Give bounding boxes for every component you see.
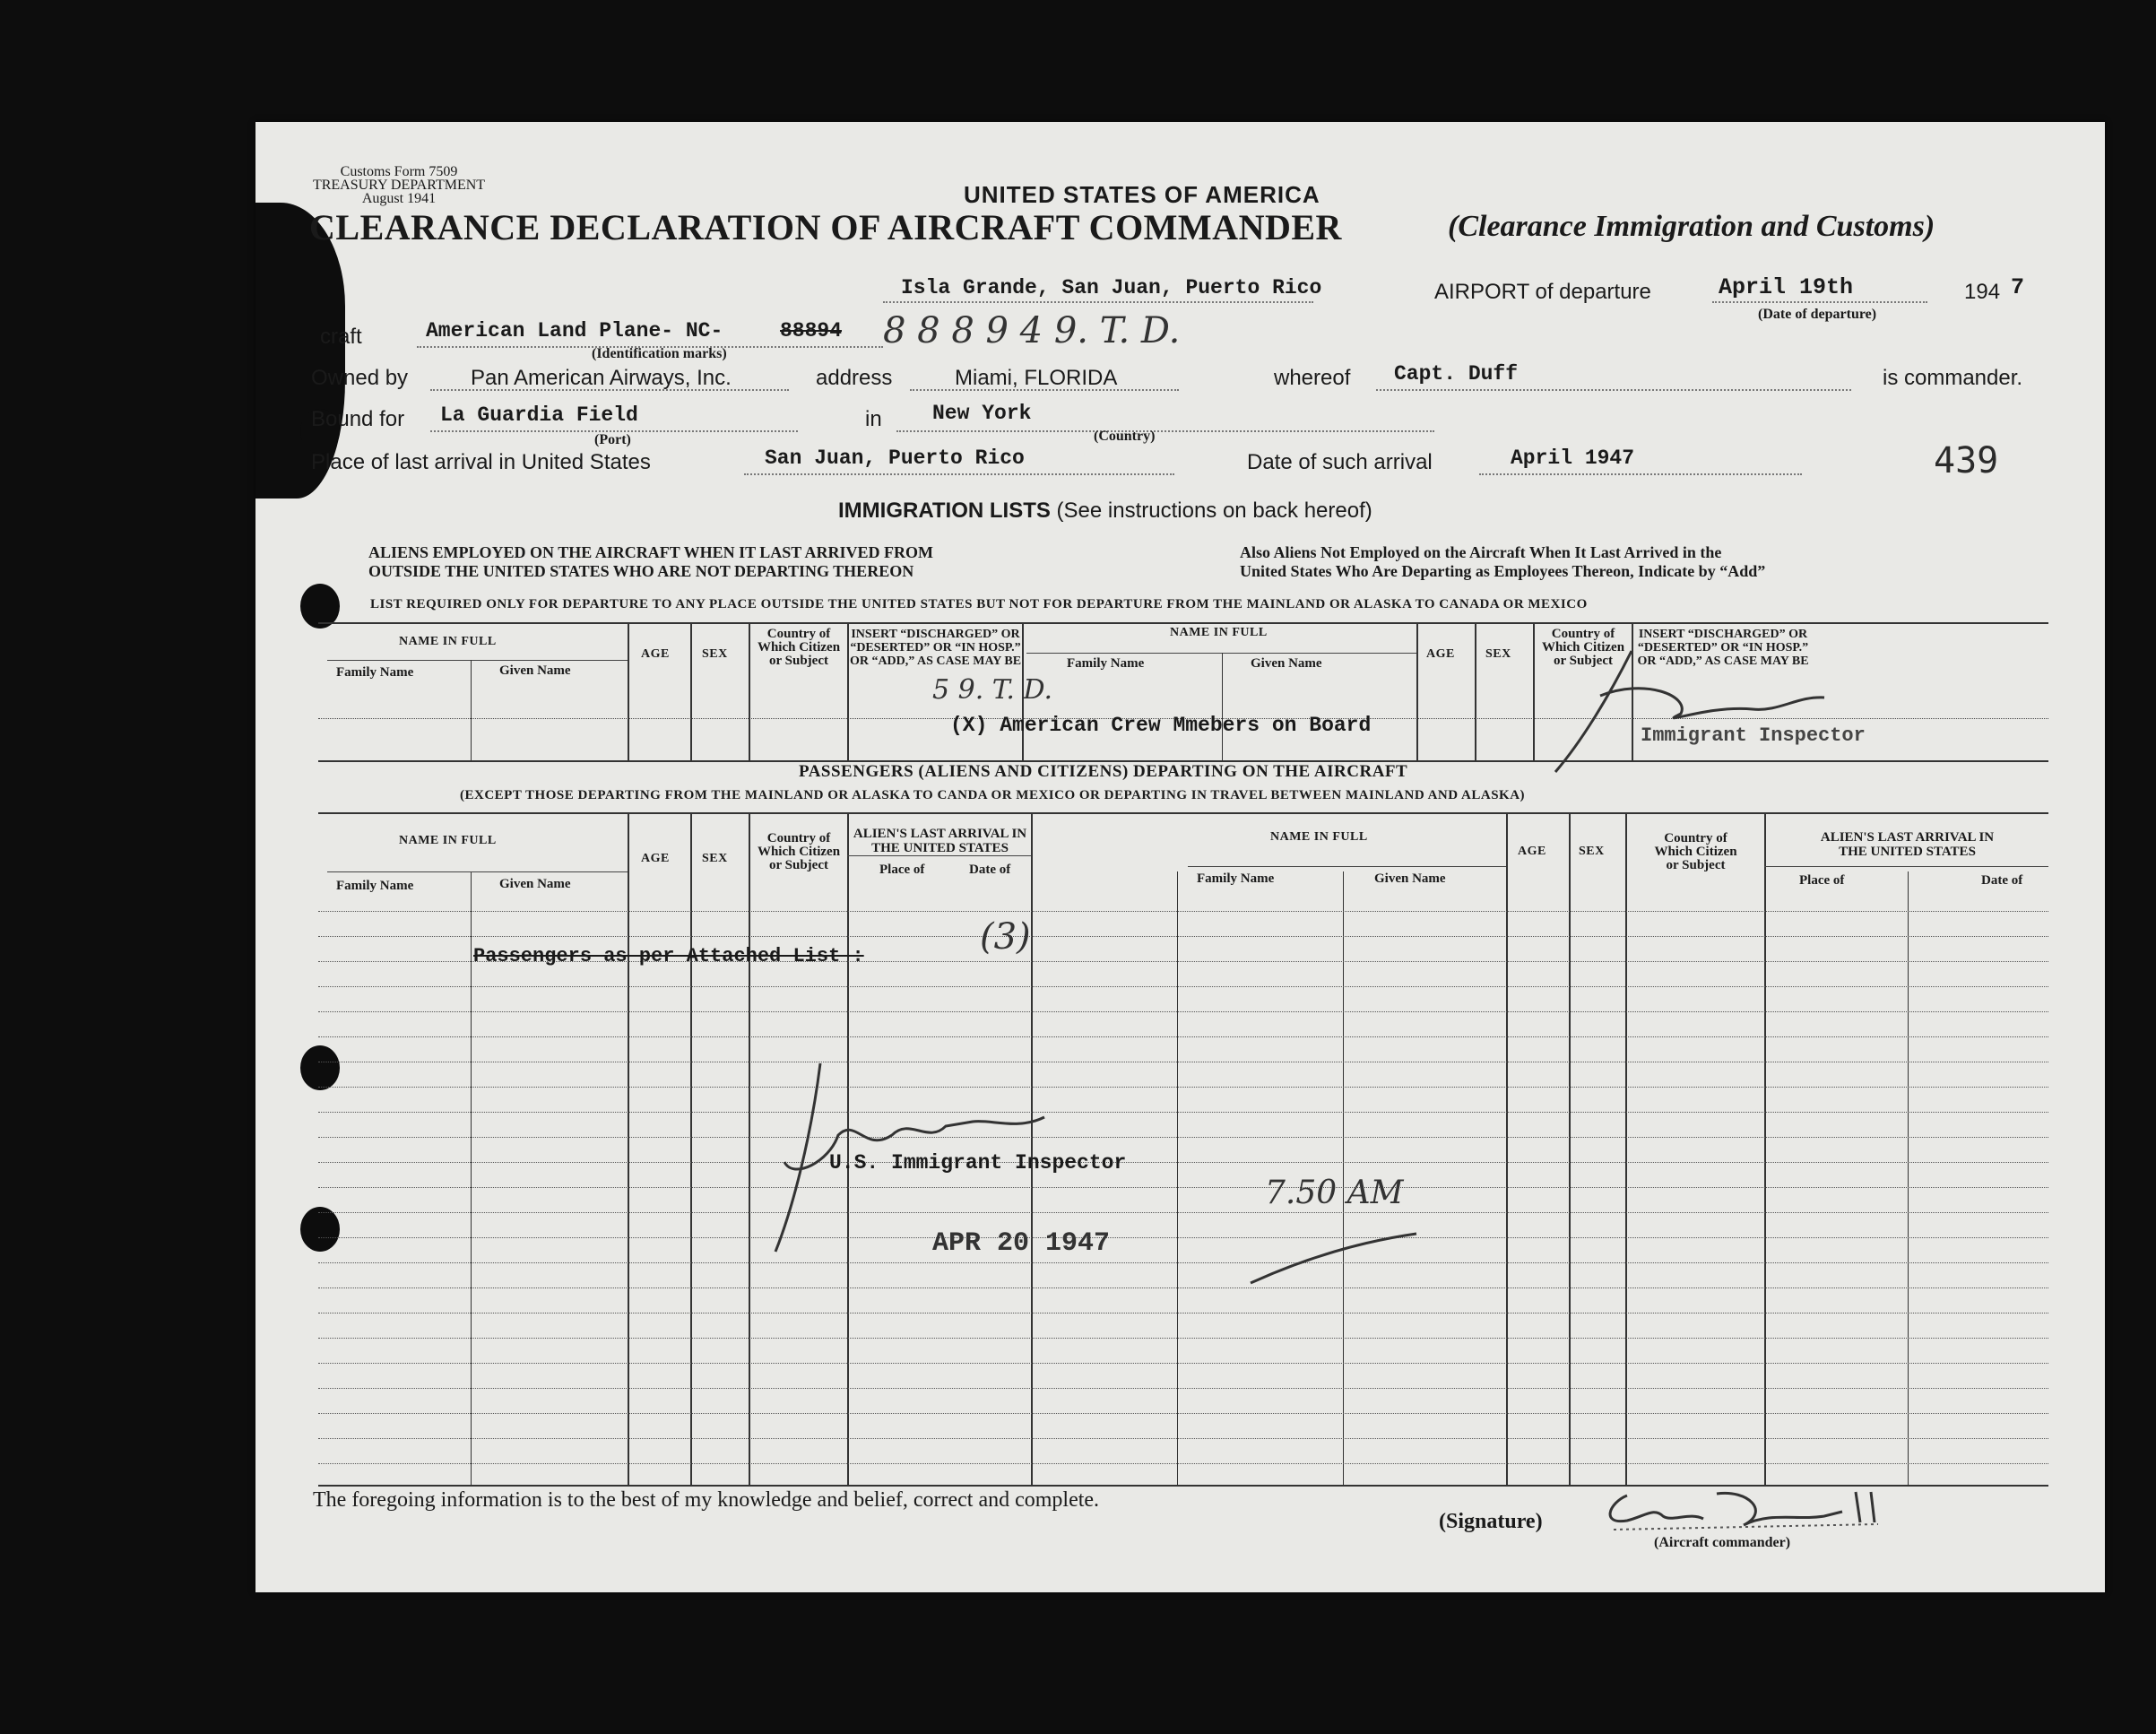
crew-sex-header-right: SEX bbox=[1485, 647, 1511, 661]
port-caption: (Port) bbox=[594, 432, 631, 447]
passenger-row-line bbox=[318, 1388, 2048, 1389]
signature-caption: (Aircraft commander) bbox=[1654, 1535, 1791, 1550]
clearance-declaration-document bbox=[255, 122, 2105, 1592]
crew-country-line: Which Citizen bbox=[1541, 640, 1625, 655]
aliens-add-line-2: United States Who Are Departing as Employees Thereon, Indicate by “Add” bbox=[1240, 562, 1766, 580]
passenger-row-line bbox=[318, 986, 2048, 987]
owned-by-line bbox=[430, 389, 789, 391]
country-caption: (Country) bbox=[1094, 429, 1156, 444]
airport-line bbox=[883, 301, 1313, 303]
date-stamp: APR 20 1947 bbox=[932, 1228, 1111, 1259]
form-subtitle: (Clearance Immigration and Customs) bbox=[1448, 210, 1935, 243]
bound-for-value: La Guardia Field bbox=[440, 403, 638, 427]
passenger-col-divider bbox=[1506, 812, 1508, 1485]
address-label: address bbox=[816, 366, 893, 390]
crew-age-header: AGE bbox=[641, 647, 670, 661]
crew-name-header: NAME IN FULL bbox=[399, 635, 497, 648]
passenger-country-line: or Subject bbox=[769, 858, 828, 872]
crew-country-header bbox=[750, 628, 847, 668]
passenger-col-divider bbox=[1764, 812, 1766, 1485]
owned-by-value: Pan American Airways, Inc. bbox=[471, 366, 732, 390]
airport-label: AIRPORT of departure bbox=[1434, 280, 1651, 304]
departure-date-value: April 19th bbox=[1719, 274, 1854, 300]
passenger-alien-line: ALIEN'S LAST ARRIVAL IN bbox=[1820, 830, 1995, 845]
passenger-col-divider bbox=[749, 812, 750, 1485]
passenger-country-line: or Subject bbox=[1666, 858, 1726, 872]
crew-country-line: or Subject bbox=[769, 654, 828, 668]
passenger-row-line bbox=[318, 1413, 2048, 1414]
passenger-country-line: Country of bbox=[1664, 831, 1727, 845]
departure-airport-value: Isla Grande, San Juan, Puerto Rico bbox=[901, 276, 1322, 299]
crew-insert-line: “DESERTED” OR “IN HOSP.” bbox=[850, 641, 1021, 655]
crew-country-line: Which Citizen bbox=[757, 640, 841, 655]
crew-entry: (X) American Crew Mmebers on Board bbox=[950, 714, 1372, 737]
commander-line bbox=[1376, 389, 1851, 391]
signature-label: (Signature) bbox=[1439, 1510, 1543, 1533]
crew-insert-line: OR “ADD,” AS CASE MAY BE bbox=[849, 655, 1022, 668]
crew-family-header: Family Name bbox=[336, 665, 414, 680]
last-arrival-line bbox=[744, 473, 1174, 475]
time-handwritten: 7.50 AM bbox=[1265, 1175, 1404, 1211]
passenger-row-line bbox=[318, 1313, 2048, 1314]
crew-given-header-right: Given Name bbox=[1251, 656, 1322, 671]
passenger-col-divider bbox=[1625, 812, 1627, 1485]
inspector-stamp: U.S. Immigrant Inspector bbox=[829, 1151, 1127, 1175]
passenger-entry: Passengers as per Attached List : bbox=[473, 945, 864, 967]
passenger-alien-header-right bbox=[1766, 830, 2048, 859]
punch-hole bbox=[300, 1045, 340, 1090]
passenger-country-header-right bbox=[1627, 832, 1764, 872]
country-heading: UNITED STATES OF AMERICA bbox=[964, 181, 1320, 208]
passenger-place-header-right: Place of bbox=[1799, 873, 1845, 888]
form-date: August 1941 bbox=[361, 191, 437, 206]
passenger-row-line bbox=[318, 936, 2048, 937]
passenger-table-top-rule bbox=[318, 812, 2048, 814]
passenger-name-subrule bbox=[327, 871, 628, 872]
time-underline bbox=[1246, 1229, 1425, 1292]
crew-handwritten-count: 5 9. T. D. bbox=[932, 674, 1052, 706]
aircraft-value: American Land Plane- NC- bbox=[426, 319, 723, 342]
passenger-row-line bbox=[318, 1338, 2048, 1339]
passenger-row-line bbox=[318, 1262, 2048, 1263]
passenger-row-line bbox=[318, 911, 2048, 912]
owned-by-label: Owned by bbox=[311, 366, 409, 390]
address-line bbox=[910, 389, 1179, 391]
aliens-add-note bbox=[1240, 543, 1765, 581]
crew-country-line: Country of bbox=[1551, 627, 1615, 641]
form-identifier bbox=[309, 165, 489, 205]
passenger-row-line bbox=[318, 1011, 2048, 1012]
commander-value: Capt. Duff bbox=[1394, 362, 1519, 386]
passenger-row-line bbox=[318, 1438, 2048, 1439]
passenger-row-line bbox=[318, 1137, 2048, 1138]
passenger-name-header-right: NAME IN FULL bbox=[1270, 830, 1368, 844]
crew-name-split bbox=[471, 660, 472, 760]
document-number: 439 bbox=[1934, 440, 1999, 481]
crew-family-header-right: Family Name bbox=[1067, 656, 1145, 671]
crew-sex-header: SEX bbox=[702, 647, 728, 661]
passenger-row-line bbox=[318, 1162, 2048, 1163]
passenger-alien-line: THE UNITED STATES bbox=[871, 841, 1009, 855]
crew-col-divider bbox=[690, 622, 692, 760]
passenger-col-divider bbox=[1569, 812, 1571, 1485]
passenger-col-divider bbox=[690, 812, 692, 1485]
date-arrival-line bbox=[1479, 473, 1802, 475]
last-arrival-value: San Juan, Puerto Rico bbox=[765, 447, 1025, 470]
passenger-sub-divider bbox=[1177, 871, 1178, 1485]
last-arrival-label: Place of last arrival in United States bbox=[311, 450, 651, 474]
date-line bbox=[1712, 301, 1927, 303]
crew-col-divider bbox=[1475, 622, 1476, 760]
passenger-row-line bbox=[318, 1112, 2048, 1113]
passenger-country-header bbox=[750, 832, 847, 872]
crew-insert-line: OR “ADD,” AS CASE MAY BE bbox=[1637, 655, 1809, 668]
crew-insert-line: INSERT “DISCHARGED” OR bbox=[851, 628, 1020, 641]
crew-insert-header bbox=[849, 628, 1022, 668]
passenger-alien-line: ALIEN'S LAST ARRIVAL IN bbox=[853, 827, 1027, 841]
declaration-text: The foregoing information is to the best of my knowledge and belief, correct and complete. bbox=[313, 1488, 1100, 1512]
passenger-date-header-right: Date of bbox=[1981, 873, 2023, 888]
aircraft-label: craft bbox=[320, 325, 362, 349]
crew-country-line: Country of bbox=[766, 627, 831, 641]
form-title: CLEARANCE DECLARATION OF AIRCRAFT COMMANDER bbox=[309, 207, 1342, 247]
address-value: Miami, FLORIDA bbox=[955, 366, 1118, 390]
passenger-place-header: Place of bbox=[879, 863, 925, 877]
aliens-add-line-1: Also Aliens Not Employed on the Aircraft When It Last Arrived in the bbox=[1240, 543, 1722, 561]
is-commander-label: is commander. bbox=[1883, 366, 2023, 390]
crew-table-top-rule bbox=[318, 622, 2048, 624]
passenger-col-divider bbox=[628, 812, 629, 1485]
aircraft-handwritten-number: 8 8 8 9 4 9. T. D. bbox=[883, 310, 1181, 351]
crew-col-divider bbox=[628, 622, 629, 760]
crew-inspector-stamp: Immigrant Inspector bbox=[1641, 724, 1866, 747]
year-suffix: 7 bbox=[2011, 274, 2025, 300]
immigration-heading-text: IMMIGRATION LISTS bbox=[838, 499, 1051, 523]
passengers-subheading: (EXCEPT THOSE DEPARTING FROM THE MAINLAND OR ALASKA TO CANDA OR MEXICO OR DEPARTING IN TRAVEL BETWEEN MAINLAND AND ALASKA) bbox=[460, 788, 1526, 802]
immigration-heading bbox=[838, 499, 1372, 524]
punch-hole bbox=[300, 1207, 340, 1252]
whereof-label: whereof bbox=[1274, 366, 1351, 390]
passenger-country-line: Which Citizen bbox=[1654, 845, 1737, 859]
crew-given-header: Given Name bbox=[499, 663, 571, 678]
passenger-sub-divider bbox=[471, 871, 472, 1485]
passenger-alien-line: THE UNITED STATES bbox=[1839, 845, 1976, 859]
form-department: TREASURY DEPARTMENT bbox=[312, 178, 486, 193]
passenger-family-header-right: Family Name bbox=[1197, 871, 1275, 886]
crew-name-split bbox=[1222, 653, 1223, 760]
crew-age-header-right: AGE bbox=[1426, 647, 1455, 661]
passenger-given-header-right: Given Name bbox=[1374, 871, 1446, 886]
passenger-row-line bbox=[318, 1036, 2048, 1037]
form-number: Customs Form 7509 bbox=[340, 164, 458, 179]
in-line bbox=[896, 430, 1434, 432]
list-required-note: LIST REQUIRED ONLY FOR DEPARTURE TO ANY PLACE OUTSIDE THE UNITED STATES BUT NOT FOR DEPARTURE FROM THE MAINLAND OR ALASKA TO CANADA OR MEXICO bbox=[370, 597, 1588, 611]
passenger-name-subrule bbox=[1188, 866, 1506, 867]
year-prefix: 194 bbox=[1964, 280, 2001, 304]
passenger-count-handwritten: (3) bbox=[980, 916, 1031, 958]
passenger-age-header: AGE bbox=[641, 852, 670, 865]
crew-col-divider bbox=[1416, 622, 1418, 760]
passenger-arrival-subrule bbox=[847, 855, 1031, 856]
passenger-row-line bbox=[318, 1463, 2048, 1464]
crew-inspector-signature bbox=[1546, 642, 1833, 776]
aliens-note-line-1: ALIENS EMPLOYED ON THE AIRCRAFT WHEN IT LAST ARRIVED FROM bbox=[368, 543, 933, 561]
passenger-country-line: Which Citizen bbox=[757, 845, 841, 859]
date-arrival-value: April 1947 bbox=[1511, 447, 1635, 470]
crew-insert-line: “DESERTED” OR “IN HOSP.” bbox=[1637, 641, 1809, 655]
aircraft-struck-number: 88894 bbox=[780, 319, 843, 342]
in-label: in bbox=[865, 407, 882, 431]
passenger-given-header: Given Name bbox=[499, 877, 571, 891]
crew-name-header-right: NAME IN FULL bbox=[1170, 626, 1268, 639]
crew-name-subrule bbox=[327, 660, 628, 661]
commander-signature bbox=[1591, 1485, 1887, 1539]
aliens-employed-note bbox=[368, 543, 933, 581]
passenger-sex-header-right: SEX bbox=[1579, 845, 1605, 858]
date-arrival-label: Date of such arrival bbox=[1247, 450, 1433, 474]
passenger-sex-header: SEX bbox=[702, 852, 728, 865]
passenger-row-line bbox=[318, 1287, 2048, 1288]
passenger-age-header-right: AGE bbox=[1518, 845, 1546, 858]
passenger-row-line bbox=[318, 1187, 2048, 1188]
aliens-note-line-2: OUTSIDE THE UNITED STATES WHO ARE NOT DEPARTING THEREON bbox=[368, 562, 914, 580]
crew-country-line: or Subject bbox=[1554, 654, 1613, 668]
immigration-heading-note: (See instructions on back hereof) bbox=[1056, 499, 1372, 523]
identification-caption: (Identification marks) bbox=[592, 346, 727, 361]
passenger-row-line bbox=[318, 1363, 2048, 1364]
passenger-name-header: NAME IN FULL bbox=[399, 834, 497, 847]
in-value: New York bbox=[932, 402, 1032, 425]
date-of-departure-caption: (Date of departure) bbox=[1758, 307, 1877, 322]
passenger-alien-header bbox=[849, 827, 1031, 855]
bound-for-label: Bound for bbox=[311, 407, 405, 431]
passenger-date-header: Date of bbox=[969, 863, 1011, 877]
passenger-family-header: Family Name bbox=[336, 879, 414, 893]
passenger-country-line: Country of bbox=[766, 831, 831, 845]
passengers-heading: PASSENGERS (ALIENS AND CITIZENS) DEPARTING ON THE AIRCRAFT bbox=[799, 762, 1408, 781]
passenger-sub-divider bbox=[1908, 871, 1909, 1485]
passenger-row-line bbox=[318, 1237, 2048, 1238]
passenger-arrival-subrule bbox=[1764, 866, 2048, 867]
passenger-row-line bbox=[318, 1212, 2048, 1213]
passenger-row-line bbox=[318, 1087, 2048, 1088]
crew-insert-line: INSERT “DISCHARGED” OR bbox=[1638, 628, 1808, 641]
